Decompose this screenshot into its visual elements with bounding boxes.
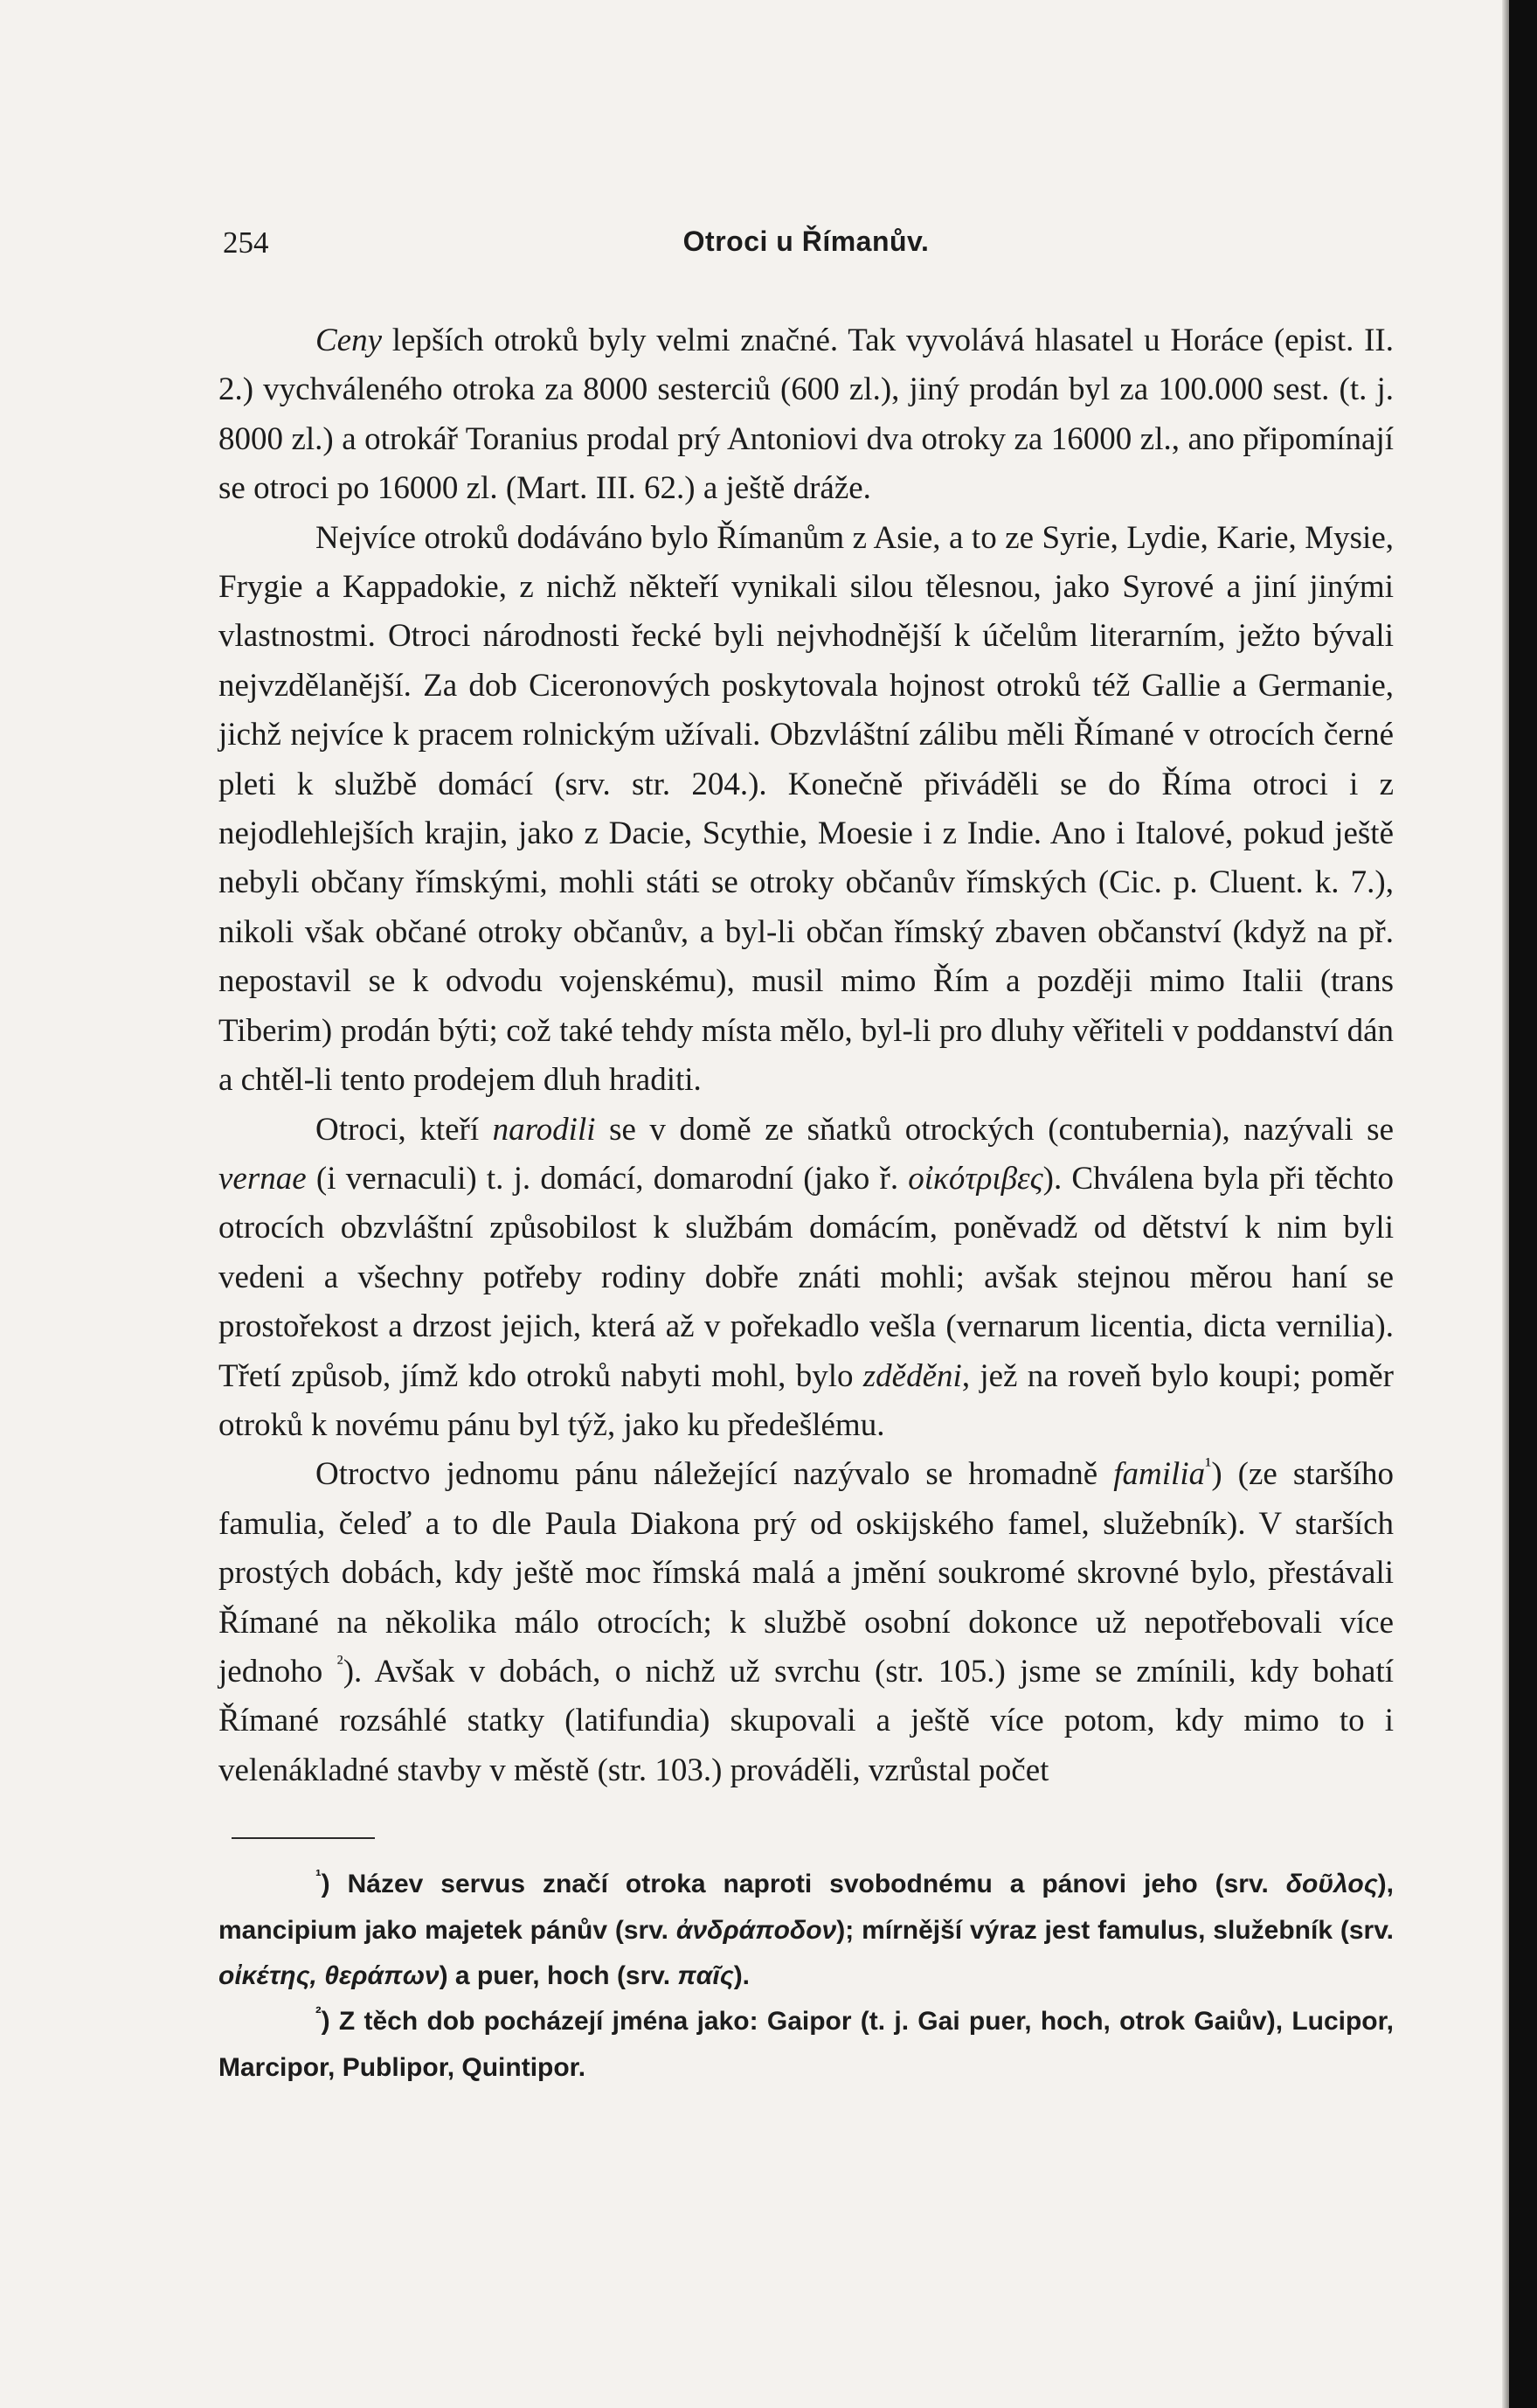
paragraph-text: Otroci, kteří (315, 1111, 493, 1148)
greek-term: ἀνδράποδον (675, 1915, 837, 1945)
paragraph-1 (218, 316, 1394, 514)
greek-term: δοῦλος (1285, 1870, 1378, 1899)
paragraph-text: (i vernaculi) t. j. domácí, domarodní (jako ř. (306, 1160, 909, 1197)
footnote-marker: ² (315, 2004, 322, 2024)
page-number: 254 (223, 226, 269, 260)
paragraph-text: ). Chválena byla při těchto otrocích obzvláštní způsobilost k službám domácím, poněvadž od dětství k nim byli vedeni a všechny potřeby rodiny dobře znáti mohli; avšak stejnou měrou haní se prostořekost a drzost jejich, která až v pořekadlo vešla (vernarum licentia, dicta vernilia). Třetí způsob, jímž kdo otroků nabyti mohl, bylo (218, 1160, 1394, 1394)
footnote-text: ) a puer, hoch (srv. (439, 1961, 678, 1990)
running-head (218, 219, 1394, 271)
running-title: Otroci u Římanův. (682, 226, 930, 257)
footnote-text: ); mírnější výraz jest famulus, služebník (srv. (836, 1915, 1394, 1945)
paragraph-text: , jež na roveň bylo koupi; poměr otroků k novému pánu byl týž, jako ku předešlému. (218, 1357, 1394, 1443)
italic-term: Ceny (315, 323, 383, 358)
book-page (218, 219, 1394, 2091)
footnote-text: ). (733, 1961, 751, 1990)
greek-term: οἰκότριβες (908, 1160, 1043, 1197)
italic-term: vernae (218, 1160, 307, 1197)
footnote-text: ) Z těch dob pocházejí jména jako: Gaipor (t. j. Gai puer, hoch, otrok Gaiův), Lucipor, Marcipor, Publipor, Quintipor. (218, 2007, 1394, 2082)
paragraph-text: ) (ze staršího famulia, čeleď a to dle Paula Diakona prý od oskijského famel, služebník). V starších prostých dobách, kdy ještě moc římská malá a jmění soukromé skrovné bylo, přestávali Římané na několika málo otrocích; k službě osobní dokonce už nepotřebovali více jednoho (218, 1456, 1394, 1690)
paragraph-4 (218, 1450, 1394, 1795)
scan-binding-shadow (1509, 0, 1537, 2408)
paragraph-text: ). Avšak v dobách, o nichž už svrchu (str. 105.) jsme se zmínili, kdy bohatí Římané rozsáhlé statky (latifundia) skupovali a ještě více potom, kdy mimo to i velenákladné stavby v městě (str. 103.) prováděli, vzrůstal počet (218, 1653, 1395, 1788)
paragraph-text: Otroctvo jednomu pánu náležející nazývalo se hromadně (315, 1456, 1114, 1493)
italic-term: zděděni (862, 1357, 962, 1394)
italic-term: narodili (492, 1111, 596, 1148)
footnote-1 (218, 1862, 1394, 1999)
paragraph-text: lepších otroků byly velmi značné. Tak vyvolává hlasatel u Horáce (epist. II. 2.) vychváleného otroka za 8000 sesterciů (600 zl.), jiný prodán byl za 100.000 sest. (t. j. 8000 zl.) a otrokář Toranius prodal prý Antoniovi dva otroky za 16000 zl., ano připomínají se otroci po 16000 zl. (Mart. III. 62.) a ještě dráže. (218, 323, 1394, 507)
paragraph-text: se v domě ze sňatků otrockých (contubernia), nazývali se (595, 1111, 1394, 1148)
footnote-ref-2: ² (336, 1651, 343, 1675)
footnote-text: ), mancipium jako majetek pánův (srv. (218, 1870, 1394, 1945)
scan-page-edge (1502, 0, 1509, 2408)
greek-term: οἰκέτης, θεράπων (218, 1961, 440, 1990)
paragraph-2 (218, 514, 1394, 1106)
footnote-divider (232, 1837, 375, 1839)
paragraph-text: Nejvíce otroků dodáváno bylo Římanům z Asie, a to ze Syrie, Lydie, Karie, Mysie, Frygie a Kappadokie, z nichž někteří vynikali silou tělesnou, jako Syrové a jiní jinými vlastnostmi. Otroci národnosti řecké byli nejvhodnější k účelům literarním, ježto bývali nejvzdělanější. Za dob Ciceronových poskytovala hojnost otroků též Gallie a Germanie, jichž nejvíce k pracem rolnickým užívali. Obzvláštní zálibu měli Římané v otrocích černé pleti k službě domácí (srv. str. 204.). Konečně přiváděli se do Říma otroci i z nejodlehlejších krajin, jako z Dacie, Scythie, Moesie i z Indie. Ano i Italové, pokud ještě nebyli občany římskými, mohli státi se otroky občanův římských (Cic. p. Cluent. k. 7.), nikoli však občané otroky občanův, a byl-li občan římský zbaven občanství (když na př. nepostavil se k odvodu vojenskému), musil mimo Řím a později mimo Italii (trans Tiberim) prodán býti; což také tehdy místa mělo, byl-li pro dluhy věřiteli v poddanství dán a chtěl-li tento prodejem dluh hraditi. (218, 519, 1394, 1099)
footnote-marker: ¹ (315, 1867, 322, 1887)
footnote-ref-1: ¹ (1205, 1454, 1212, 1478)
footnotes (218, 1862, 1394, 2091)
greek-term: παῖς (677, 1961, 734, 1990)
italic-term: familia (1113, 1456, 1206, 1493)
footnote-text: ) Název servus značí otroka naproti svobodnému a pánovi jeho (srv. (321, 1870, 1286, 1899)
body-text (218, 316, 1394, 1795)
paragraph-3 (218, 1106, 1394, 1451)
footnote-2 (218, 1999, 1394, 2091)
